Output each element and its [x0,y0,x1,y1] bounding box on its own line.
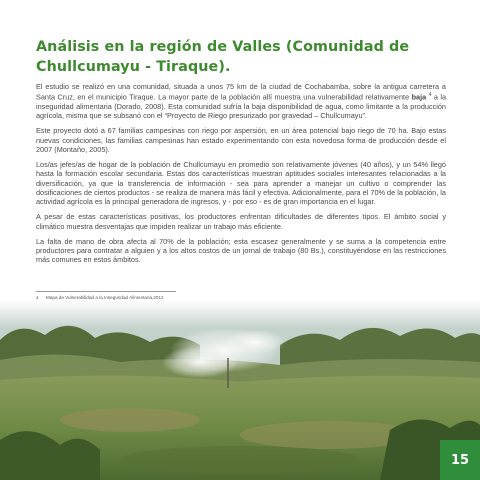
paragraph-1-text-a: El estudio se realizó en una comunidad, situada a unos 75 km de la ciudad de Cochabamba, sobre la antigua carretera a Santa Cruz, en el municipio Tiraque. La mayor parte de la población allí muestra una vulnerabilidad relativamente [36,82,446,102]
paragraph-4: A pesar de estas características positivas, los productores enfrentan dificultades de diferentes tipos. El ámbito social y climático muestra desventajas que impiden realizar un trabajo más eficiente. [36,212,446,231]
paragraph-3: Los/as jefes/as de hogar de la población de Chullcumayu en promedio son relativamente jóvenes (40 años), y un 54% llegó hasta la formación escolar secundaria. Estas dos características muestran aptitudes sociales interesantes relacionadas a la diversificación, ya que la transferencia de información - sea para aprender a manejar un cultivo o comprender las dosificaciones de ciertos productos - se realiza de manera más fácil y efectiva. Adicionalmente, para el 70% de la población, la actividad agrícola es la principal generadora de ingresos, y - por eso - es de gran importancia en el lugar. [36,160,446,207]
paragraph-5: La falta de mano de obra afecta al 70% de la población; esta escasez generalmente y se suma a la competencia entre productores para contratar a alguien y a los altos costos de un jornal de trabajo (80 Bs.), constituyéndose en las restricciones más comunes en estos ámbitos. [36,236,446,265]
footnote-divider [36,291,176,292]
paragraph-1-text-b: a la inseguridad alimentaria (Dorado, 2008). Esta comunidad sufría la baja disponibilidad de agua, como limitante a la producción agrícola, misma que se subsanó con el “Proyecto de Riego presurizado por gravedad – Chullcumayu”. [36,92,447,121]
footnote-number: 4 [36,295,39,300]
page-number: 15 [450,452,470,468]
body-text [36,82,446,270]
page-number-badge [440,440,480,480]
footnote-text: Mapa de Vulnerabilidad a la Inseguridad Alimentaria,2012 [46,295,164,300]
sprinkler-irrigation-field-photo [0,300,480,480]
paragraph-1 [36,82,446,121]
paragraph-2: Este proyecto dotó a 67 familias campesinas con riego por aspersión, en un área potencial bajo riego de 70 ha. Bajo estas nuevas condiciones, las familias campesinas han estado experimentando con esta novedosa forma de producción desde el 2007 (Montaño, 2005). [36,126,446,154]
paragraph-1-bold: baja [411,92,427,102]
footnote-ref: 4 [428,92,432,99]
section-title: Análisis en la región de Valles (Comunidad de Chullcumayu - Tiraque). [36,39,410,75]
